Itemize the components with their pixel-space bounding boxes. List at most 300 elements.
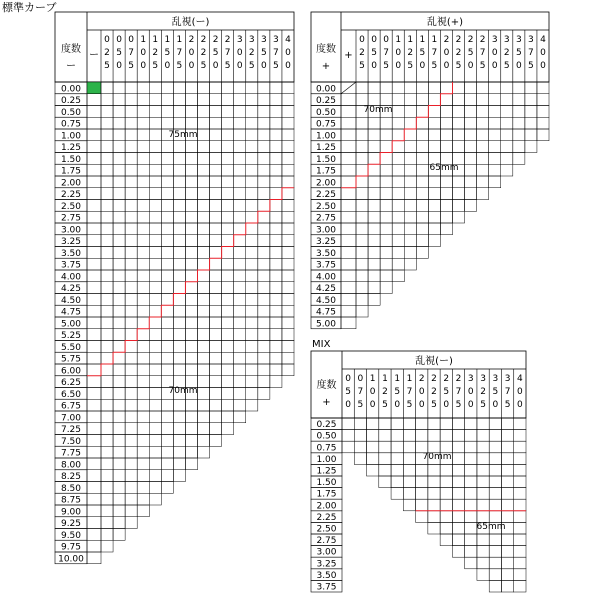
- grid-cell: [137, 482, 149, 494]
- grid-cell: [282, 282, 294, 294]
- grid-cell: [185, 153, 197, 165]
- grid-cell: [392, 82, 404, 94]
- grid-cell: [246, 94, 258, 106]
- grid-cell: [210, 188, 222, 200]
- grid-cell: [489, 464, 501, 476]
- grid-cell: [185, 435, 197, 447]
- grid-cell: [113, 235, 125, 247]
- grid-cell: [87, 388, 101, 400]
- grid-cell: [453, 117, 465, 129]
- grid-cell: [87, 517, 101, 529]
- grid-cell: [513, 153, 525, 165]
- grid-cell: [513, 141, 525, 153]
- grid-cell: [440, 117, 452, 129]
- column-header-digit: 2: [418, 374, 425, 384]
- grid-cell: [416, 141, 428, 153]
- grid-cell: [440, 499, 452, 511]
- grid-cell: [380, 188, 392, 200]
- column-header-digit: 0: [371, 61, 377, 71]
- grid-cell: [149, 282, 161, 294]
- grid-cell: [161, 399, 173, 411]
- grid-cell: [149, 153, 161, 165]
- column-header-digit: 2: [480, 387, 486, 397]
- row-label: 3.50: [316, 570, 337, 581]
- grid-cell: [87, 282, 101, 294]
- grid-cell: [392, 211, 404, 223]
- column-header-digit: 0: [443, 400, 450, 410]
- column-header-digit: 5: [212, 48, 219, 58]
- grid-cell: [282, 352, 294, 364]
- grid-cell: [270, 223, 282, 235]
- grid-cell: [341, 305, 356, 317]
- grid-cell: [234, 329, 246, 341]
- column-header-digit: 5: [357, 400, 364, 410]
- grid-cell: [525, 94, 537, 106]
- grid-cell: [453, 141, 465, 153]
- grid-cell: [222, 294, 234, 306]
- grid-cell: [403, 418, 415, 430]
- column-header-digit: 2: [212, 35, 219, 45]
- grid-cell: [198, 329, 210, 341]
- grid-cell: [149, 117, 161, 129]
- grid-cell: [125, 176, 137, 188]
- grid-cell: [514, 476, 526, 488]
- grid-cell: [87, 247, 101, 259]
- grid-cell: [380, 235, 392, 247]
- grid-cell: [87, 529, 101, 541]
- row-label: 1.75: [315, 166, 337, 177]
- grid-cell: [137, 94, 149, 106]
- grid-cell: [87, 106, 101, 118]
- grid-cell: [341, 94, 356, 106]
- grid-cell: [101, 200, 113, 212]
- row-label: 3.50: [315, 248, 337, 259]
- grid-cell: [161, 176, 173, 188]
- grid-cell: [356, 270, 368, 282]
- grid-cell: [489, 557, 501, 569]
- row-label: 0.50: [316, 431, 337, 442]
- column-header-digit: 3: [492, 374, 499, 384]
- grid-cell: [113, 223, 125, 235]
- grid-cell: [113, 364, 125, 376]
- grid-cell: [198, 270, 210, 282]
- row-label: 3.75: [60, 260, 82, 271]
- grid-cell: [270, 317, 282, 329]
- grid-cell: [380, 247, 392, 259]
- column-header-digit: 2: [479, 35, 486, 45]
- grid-cell: [282, 317, 294, 329]
- grid-cell: [149, 258, 161, 270]
- grid-cell: [368, 258, 380, 270]
- grid-cell: [428, 511, 440, 523]
- column-header-digit: 5: [128, 61, 135, 71]
- grid-cell: [149, 235, 161, 247]
- grid-cell: [342, 430, 354, 442]
- grid-cell: [258, 141, 270, 153]
- grid-cell: [428, 430, 440, 442]
- column-header-digit: 1: [152, 35, 159, 45]
- grid-cell: [198, 399, 210, 411]
- grid-cell: [404, 235, 416, 247]
- grid-cell: [161, 188, 173, 200]
- grid-cell: [149, 294, 161, 306]
- column-header-digit: 0: [116, 35, 122, 45]
- grid-cell: [440, 188, 452, 200]
- grid-cell: [149, 176, 161, 188]
- grid-cell: [185, 399, 197, 411]
- column-header-digit: 1: [382, 374, 388, 384]
- row-label: 2.25: [315, 190, 337, 200]
- grid-cell: [282, 294, 294, 306]
- grid-cell: [428, 176, 440, 188]
- grid-cell: [222, 200, 234, 212]
- grid-cell: [161, 211, 173, 223]
- column-header-digit: 5: [492, 387, 499, 397]
- row-label: 3.75: [315, 260, 337, 271]
- grid-cell: [356, 153, 368, 165]
- grid-cell: [101, 94, 113, 106]
- grid-cell: [161, 200, 173, 212]
- grid-cell: [465, 164, 477, 176]
- grid-cell: [282, 258, 294, 270]
- grid-cell: [125, 329, 137, 341]
- grid-cell: [234, 352, 246, 364]
- grid-cell: [258, 188, 270, 200]
- grid-cell: [198, 129, 210, 141]
- row-label: 6.25: [60, 378, 82, 388]
- grid-cell: [489, 176, 501, 188]
- grid-cell: [282, 341, 294, 353]
- grid-cell: [489, 129, 501, 141]
- grid-cell: [198, 188, 210, 200]
- column-header-digit: 3: [273, 35, 279, 45]
- grid-cell: [149, 364, 161, 376]
- grid-cell: [282, 364, 294, 376]
- grid-cell: [198, 117, 210, 129]
- grid-cell: [501, 106, 513, 118]
- row-label: 4.00: [315, 272, 337, 283]
- grid-cell: [514, 534, 526, 546]
- grid-cell: [465, 534, 477, 546]
- grid-cell: [404, 164, 416, 176]
- grid-cell: [198, 376, 210, 388]
- grid-cell: [222, 411, 234, 423]
- grid-cell: [113, 529, 125, 541]
- column-header-digit: 0: [491, 48, 498, 58]
- grid-cell: [113, 129, 125, 141]
- row-label: 3.00: [60, 225, 82, 236]
- column-header-digit: 0: [104, 35, 110, 45]
- grid-cell: [270, 352, 282, 364]
- row-label: 2.25: [60, 190, 82, 200]
- grid-cell: [101, 329, 113, 341]
- grid-cell: [101, 435, 113, 447]
- grid-cell: [149, 446, 161, 458]
- row-label: 2.75: [316, 536, 337, 547]
- grid-cell: [354, 418, 366, 430]
- grid-cell: [210, 423, 222, 435]
- grid-cell: [125, 129, 137, 141]
- grid-cell: [428, 499, 440, 511]
- grid-cell: [428, 488, 440, 500]
- grid-cell: [440, 534, 452, 546]
- grid-cell: [513, 94, 525, 106]
- grid-cell: [137, 282, 149, 294]
- grid-cell: [173, 305, 185, 317]
- column-header-digit: 0: [394, 400, 401, 410]
- grid-cell: [341, 247, 356, 259]
- grid-cell: [354, 453, 366, 465]
- grid-cell: [101, 493, 113, 505]
- grid-cell: [356, 247, 368, 259]
- grid-cell: [258, 364, 270, 376]
- grid-cell: [149, 164, 161, 176]
- column-header-digit: 0: [491, 61, 498, 71]
- grid-cell: [125, 141, 137, 153]
- annotation-bottom: 65mm: [476, 522, 506, 532]
- grid-cell: [403, 464, 415, 476]
- grid-cell: [416, 117, 428, 129]
- grid-cell: [210, 164, 222, 176]
- grid-cell: [367, 418, 379, 430]
- grid-cell: [270, 247, 282, 259]
- column-header-digit: 0: [371, 35, 377, 45]
- grid-cell: [270, 305, 282, 317]
- column-header-digit: 3: [467, 374, 474, 384]
- grid-cell: [356, 82, 368, 94]
- grid-cell: [149, 493, 161, 505]
- grid-cell: [125, 258, 137, 270]
- grid-cell: [465, 546, 477, 558]
- row-label: 9.75: [60, 542, 82, 553]
- grid-cell: [125, 200, 137, 212]
- grid-cell: [428, 418, 440, 430]
- grid-cell: [149, 341, 161, 353]
- grid-cell: [489, 141, 501, 153]
- row-label: 2.00: [316, 501, 337, 512]
- grid-cell: [87, 482, 101, 494]
- grid-cell: [392, 223, 404, 235]
- grid-cell: [173, 94, 185, 106]
- grid-cell: [246, 211, 258, 223]
- grid-cell: [234, 305, 246, 317]
- grid-cell: [391, 453, 403, 465]
- column-header-digit: 2: [503, 48, 510, 58]
- row-label: 6.75: [60, 401, 82, 412]
- grid-cell: [380, 117, 392, 129]
- grid-cell: [391, 476, 403, 488]
- grid-cell: [137, 470, 149, 482]
- grid-cell: [258, 235, 270, 247]
- grid-cell: [198, 141, 210, 153]
- row-label: 3.25: [315, 237, 337, 247]
- grid-cell: [258, 352, 270, 364]
- grid-cell: [270, 141, 282, 153]
- grid-cell: [392, 247, 404, 259]
- grid-cell: [101, 517, 113, 529]
- grid-cell: [282, 153, 294, 165]
- grid-cell: [368, 294, 380, 306]
- grid-cell: [416, 418, 428, 430]
- grid-cell: [185, 82, 197, 94]
- grid-cell: [341, 164, 356, 176]
- grid-cell: [501, 164, 513, 176]
- grid-cell: [404, 188, 416, 200]
- grid-cell: [113, 164, 125, 176]
- grid-cell: [514, 522, 526, 534]
- grid-cell: [465, 176, 477, 188]
- grid-cell: [210, 329, 222, 341]
- grid-cell: [87, 305, 101, 317]
- row-label: 1.75: [60, 166, 82, 177]
- grid-cell: [173, 141, 185, 153]
- grid-cell: [489, 106, 501, 118]
- column-header-digit: 2: [188, 35, 195, 45]
- grid-cell: [501, 546, 513, 558]
- grid-cell: [210, 211, 222, 223]
- column-header-digit: 0: [188, 61, 195, 71]
- column-header-digit: 0: [540, 61, 546, 71]
- grid-cell: [258, 247, 270, 259]
- column-header-digit: 0: [164, 61, 171, 71]
- grid-cell: [246, 270, 258, 282]
- grid-cell: [161, 364, 173, 376]
- grid-cell: [258, 200, 270, 212]
- grid-cell: [210, 247, 222, 259]
- grid-cell: [537, 82, 549, 94]
- grid-cell: [453, 94, 465, 106]
- grid-cell: [416, 223, 428, 235]
- row-label: 4.50: [60, 295, 82, 306]
- grid-cell: [501, 94, 513, 106]
- grid-cell: [125, 153, 137, 165]
- grid-cell: [501, 476, 513, 488]
- grid-cell: [185, 341, 197, 353]
- column-header-digit: 0: [345, 374, 352, 384]
- grid-cell: [137, 435, 149, 447]
- row-label: 0.50: [315, 107, 337, 118]
- grid-cell: [173, 223, 185, 235]
- grid-cell: [258, 341, 270, 353]
- grid-cell: [137, 294, 149, 306]
- column-header-digit: 5: [443, 387, 450, 397]
- grid-cell: [392, 153, 404, 165]
- grid-cell: [101, 82, 113, 94]
- grid-cell: [185, 364, 197, 376]
- grid-cell: [341, 141, 356, 153]
- grid-cell: [210, 376, 222, 388]
- grid-cell: [356, 211, 368, 223]
- grid-cell: [477, 82, 489, 94]
- grid-cell: [87, 399, 101, 411]
- grid-cell: [101, 164, 113, 176]
- grid-cell: [440, 141, 452, 153]
- grid-cell: [149, 435, 161, 447]
- grid-cell: [161, 164, 173, 176]
- grid-cell: [125, 94, 137, 106]
- grid-cell: [428, 235, 440, 247]
- grid-cell: [477, 546, 489, 558]
- column-header-digit: 7: [406, 387, 413, 397]
- grid-cell: [173, 153, 185, 165]
- grid-cell: [198, 388, 210, 400]
- column-header-digit: 3: [236, 35, 243, 45]
- column-header-digit: 0: [443, 61, 450, 71]
- grid-cell: [101, 247, 113, 259]
- row-label: 7.25: [60, 425, 82, 435]
- grid-cell: [125, 470, 137, 482]
- grid-cell: [416, 488, 428, 500]
- grid-cell: [404, 153, 416, 165]
- grid-cell: [367, 464, 379, 476]
- column-header-digit: 5: [407, 61, 414, 71]
- grid-cell: [87, 211, 101, 223]
- grid-cell: [246, 141, 258, 153]
- grid-cell: [125, 282, 137, 294]
- grid-cell: [125, 235, 137, 247]
- grid-cell: [465, 153, 477, 165]
- grid-cell: [514, 569, 526, 581]
- grid-cell: [356, 188, 368, 200]
- grid-cell: [125, 446, 137, 458]
- section-title: 標準カーブ: [2, 1, 57, 14]
- grid-cell: [525, 106, 537, 118]
- grid-cell: [113, 317, 125, 329]
- grid-cell: [258, 153, 270, 165]
- grid-cell: [234, 282, 246, 294]
- column-header-digit: 5: [383, 61, 390, 71]
- grid-cell: [428, 117, 440, 129]
- grid-cell: [477, 94, 489, 106]
- column-header-digit: 5: [528, 61, 534, 71]
- grid-cell: [501, 129, 513, 141]
- grid-cell: [465, 418, 477, 430]
- grid-cell: [270, 364, 282, 376]
- grid-cell: [368, 164, 380, 176]
- grid-cell: [270, 129, 282, 141]
- grid-cell: [234, 399, 246, 411]
- grid-cell: [173, 458, 185, 470]
- grid-cell: [173, 200, 185, 212]
- grid-cell: [113, 470, 125, 482]
- grid-cell: [113, 493, 125, 505]
- grid-cell: [501, 499, 513, 511]
- grid-cell: [404, 176, 416, 188]
- grid-cell: [137, 106, 149, 118]
- grid-cell: [270, 211, 282, 223]
- grid-cell: [465, 499, 477, 511]
- grid-cell: [113, 399, 125, 411]
- grid-cell: [137, 117, 149, 129]
- row-label: 7.00: [60, 413, 82, 424]
- grid-cell: [428, 464, 440, 476]
- column-header-digit: 2: [431, 387, 437, 397]
- grid-cell: [173, 352, 185, 364]
- row-label: 3.75: [316, 582, 337, 593]
- grid-cell: [87, 235, 101, 247]
- grid-cell: [465, 106, 477, 118]
- row-label: 0.75: [60, 119, 82, 130]
- column-header-digit: 5: [479, 61, 486, 71]
- grid-cell: [416, 211, 428, 223]
- grid-cell: [198, 200, 210, 212]
- grid-cell: [341, 176, 356, 188]
- row-label: 6.00: [60, 366, 82, 377]
- grid-cell: [356, 129, 368, 141]
- grid-cell: [246, 153, 258, 165]
- column-header-digit: 5: [431, 61, 438, 71]
- grid-cell: [173, 82, 185, 94]
